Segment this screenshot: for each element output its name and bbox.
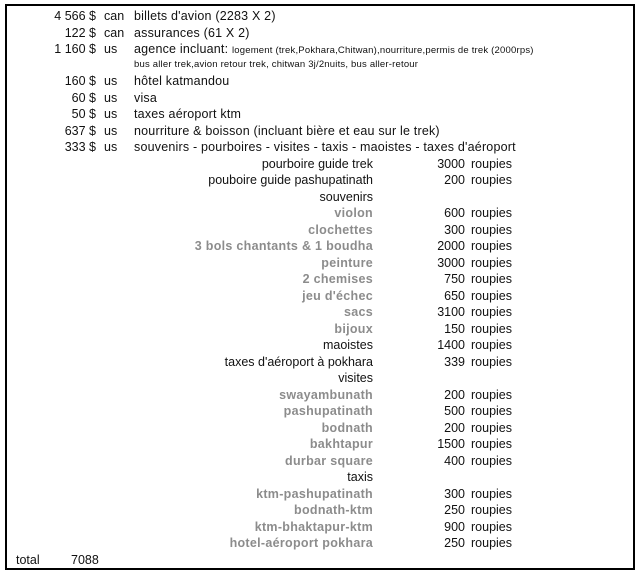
expense-currency: us	[104, 74, 118, 88]
breakdown-category	[7, 189, 627, 205]
breakdown-row	[7, 304, 627, 320]
breakdown-label: bodnath-ktm	[294, 503, 373, 517]
breakdown-label: bodnath	[321, 420, 373, 435]
breakdown-label: 2 chemises	[302, 272, 373, 286]
breakdown-label: maoistes	[322, 338, 373, 352]
breakdown-value: 300	[444, 222, 465, 237]
breakdown-label: jeu d'échec	[302, 288, 373, 303]
expense-amount: 122 $	[64, 25, 96, 40]
breakdown-value: 150	[444, 321, 465, 336]
expense-amount: 1 160 $	[54, 42, 96, 56]
breakdown-row	[7, 486, 627, 502]
breakdown-value: 2000	[437, 239, 465, 253]
breakdown-row	[7, 255, 627, 271]
breakdown-label: hotel-aéroport pokhara	[229, 536, 373, 550]
breakdown-value: 3100	[437, 305, 465, 319]
breakdown-label: pourboire guide trek	[261, 156, 373, 171]
breakdown-label: violon	[334, 206, 373, 220]
breakdown-row	[7, 519, 627, 535]
breakdown-value: 1400	[437, 338, 465, 352]
breakdown-unit: roupies	[471, 288, 512, 303]
expense-description: taxes aéroport ktm	[134, 107, 242, 121]
breakdown-value: 339	[444, 354, 465, 369]
breakdown-label: swayambunath	[279, 387, 373, 402]
expense-currency: us	[104, 123, 118, 138]
expense-sheet	[5, 4, 635, 570]
breakdown-unit: roupies	[471, 305, 512, 319]
breakdown-unit: roupies	[471, 420, 512, 435]
breakdown-row	[7, 354, 627, 370]
expense-detail: logement (trek,Pokhara,Chitwan),nourriture,permis de trek (2000rps)	[231, 45, 534, 56]
breakdown-unit: roupies	[471, 255, 512, 270]
breakdown-label: pashupatinath	[283, 404, 373, 418]
breakdown-value: 3000	[437, 156, 465, 171]
breakdown-unit: roupies	[471, 156, 512, 171]
breakdown-value: 200	[444, 173, 465, 187]
breakdown-row	[7, 502, 627, 518]
breakdown-label: sacs	[343, 305, 373, 319]
breakdown-unit: roupies	[471, 503, 512, 517]
breakdown-unit: roupies	[471, 321, 512, 336]
breakdown-value: 900	[444, 519, 465, 534]
breakdown-row	[7, 156, 627, 172]
expense-description: souvenirs - pourboires - visites - taxis - maoistes - taxes d'aéroport	[134, 140, 516, 154]
expense-description: billets d'avion (2283 X 2)	[134, 9, 276, 23]
breakdown-row	[7, 222, 627, 238]
breakdown-category-label: taxis	[347, 470, 373, 484]
breakdown-category-label: visites	[338, 371, 373, 385]
breakdown-unit: roupies	[471, 453, 512, 468]
breakdown-unit: roupies	[471, 338, 512, 352]
breakdown-unit: roupies	[471, 206, 512, 220]
breakdown-row	[7, 420, 627, 436]
breakdown-label: 3 bols chantants & 1 boudha	[194, 239, 373, 253]
breakdown-unit: roupies	[471, 387, 512, 402]
breakdown-row	[7, 436, 627, 452]
expense-description: visa	[134, 90, 158, 105]
breakdown-value: 500	[444, 404, 465, 418]
breakdown-category	[7, 469, 627, 485]
expense-detail-continued: bus aller trek,avion retour trek, chitwan 3j/2nuits, bus aller-retour	[134, 59, 419, 70]
expense-description-main: agence incluant:	[134, 42, 229, 56]
breakdown-unit: roupies	[471, 404, 512, 418]
breakdown-label: bakhtapur	[309, 437, 373, 451]
breakdown-row	[7, 403, 627, 419]
breakdown-row	[7, 205, 627, 221]
expense-description: nourriture & boisson (incluant bière et eau sur le trek)	[134, 123, 440, 138]
breakdown-value: 1500	[437, 437, 465, 451]
expense-currency: us	[104, 140, 118, 154]
breakdown-label: peinture	[321, 255, 373, 270]
breakdown-unit: roupies	[471, 486, 512, 501]
breakdown-unit: roupies	[471, 437, 512, 451]
expense-currency: us	[104, 42, 118, 56]
breakdown-row	[7, 172, 627, 188]
breakdown-label: ktm-bhaktapur-ktm	[254, 519, 373, 534]
expense-amount: 50 $	[71, 107, 96, 121]
breakdown-unit: roupies	[471, 354, 512, 369]
breakdown-value: 200	[444, 387, 465, 402]
breakdown-label: ktm-pashupatinath	[256, 486, 373, 501]
breakdown-value: 650	[444, 288, 465, 303]
breakdown-value: 250	[444, 536, 465, 550]
expense-currency: can	[104, 25, 125, 40]
breakdown-label: durbar square	[285, 453, 373, 468]
breakdown-row	[7, 453, 627, 469]
expense-currency: can	[104, 9, 125, 23]
breakdown-row	[7, 271, 627, 287]
breakdown-row	[7, 337, 627, 353]
breakdown-value: 400	[444, 453, 465, 468]
breakdown-row	[7, 321, 627, 337]
breakdown-label: taxes d'aéroport à pokhara	[224, 354, 373, 369]
breakdown-category	[7, 370, 627, 386]
breakdown-unit: roupies	[471, 173, 512, 187]
breakdown-label: pouboire guide pashupatinath	[208, 173, 373, 187]
expense-amount: 637 $	[64, 123, 96, 138]
expense-amount: 4 566 $	[54, 9, 96, 23]
breakdown-unit: roupies	[471, 239, 512, 253]
expense-currency: us	[104, 90, 118, 105]
breakdown-row	[7, 238, 627, 254]
expense-description: hôtel katmandou	[134, 74, 230, 88]
breakdown-unit: roupies	[471, 519, 512, 534]
breakdown-row	[7, 535, 627, 551]
breakdown-category-label: souvenirs	[319, 189, 373, 204]
breakdown-unit: roupies	[471, 536, 512, 550]
expense-currency: us	[104, 107, 118, 121]
breakdown-label: clochettes	[308, 222, 373, 237]
expense-description: assurances (61 X 2)	[134, 25, 250, 40]
breakdown-row	[7, 288, 627, 304]
breakdown-value: 3000	[437, 255, 465, 270]
breakdown-unit: roupies	[471, 222, 512, 237]
breakdown-unit: roupies	[471, 272, 512, 286]
breakdown-value: 300	[444, 486, 465, 501]
total-value: 7088	[71, 553, 99, 567]
breakdown-value: 750	[444, 272, 465, 286]
breakdown-value: 600	[444, 206, 465, 220]
breakdown-value: 200	[444, 420, 465, 435]
expense-amount: 333 $	[64, 140, 96, 154]
breakdown-value: 250	[444, 503, 465, 517]
expense-amount: 60 $	[71, 90, 96, 105]
expense-amount: 160 $	[64, 74, 96, 88]
breakdown-label: bijoux	[334, 321, 373, 336]
total-label: total	[16, 553, 40, 567]
breakdown-row	[7, 387, 627, 403]
